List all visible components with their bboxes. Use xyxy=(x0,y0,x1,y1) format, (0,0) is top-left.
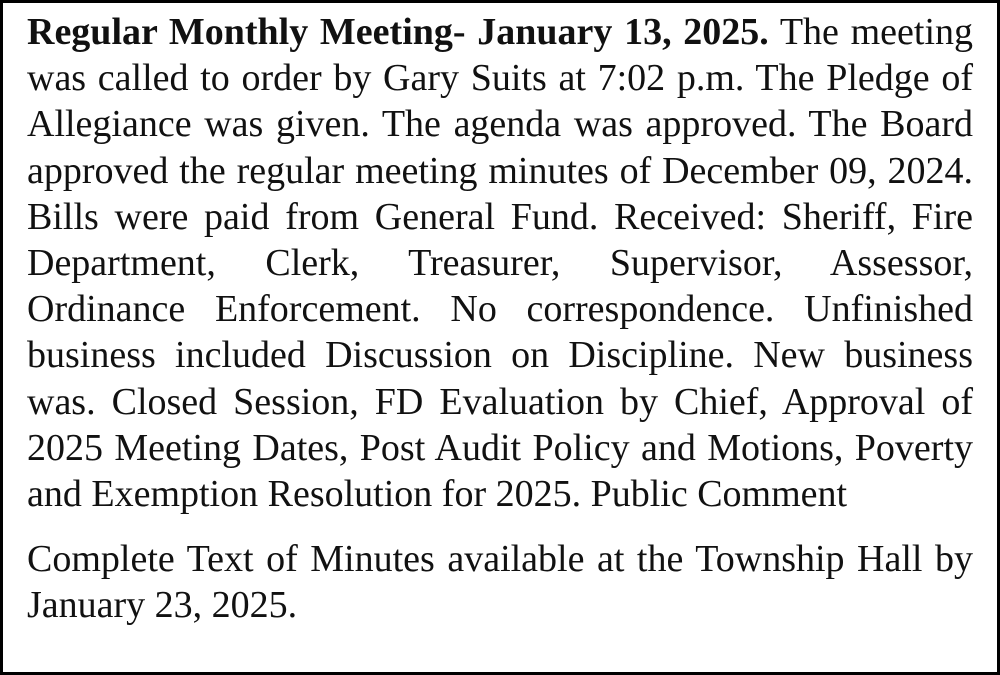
minutes-summary-text: The meeting was called to order by Gary Suits at 7:02 p.m. The Pledge of Allegiance was given. The agenda was approved. The Board approved the regular meeting minutes of December 09, 2024. Bills were paid from General Fund. Received: Sheriff, Fire Department, Clerk, Treasurer, Supervisor, Assessor, Ordinance Enforcement. No correspondence. Unfinished business included Discussion on Discipline. New business was. Closed Session, FD Evaluation by Chief, Approval of 2025 Meeting Dates, Post Audit Policy and Motions, Poverty and Exemption Resolution for 2025. Public Comment xyxy=(27,11,974,516)
minutes-summary-paragraph xyxy=(27,9,973,517)
availability-note: Complete Text of Minutes available at the Township Hall by January 23, 2025. xyxy=(27,538,973,627)
meeting-heading: Regular Monthly Meeting- January 13, 2025. xyxy=(27,11,769,53)
